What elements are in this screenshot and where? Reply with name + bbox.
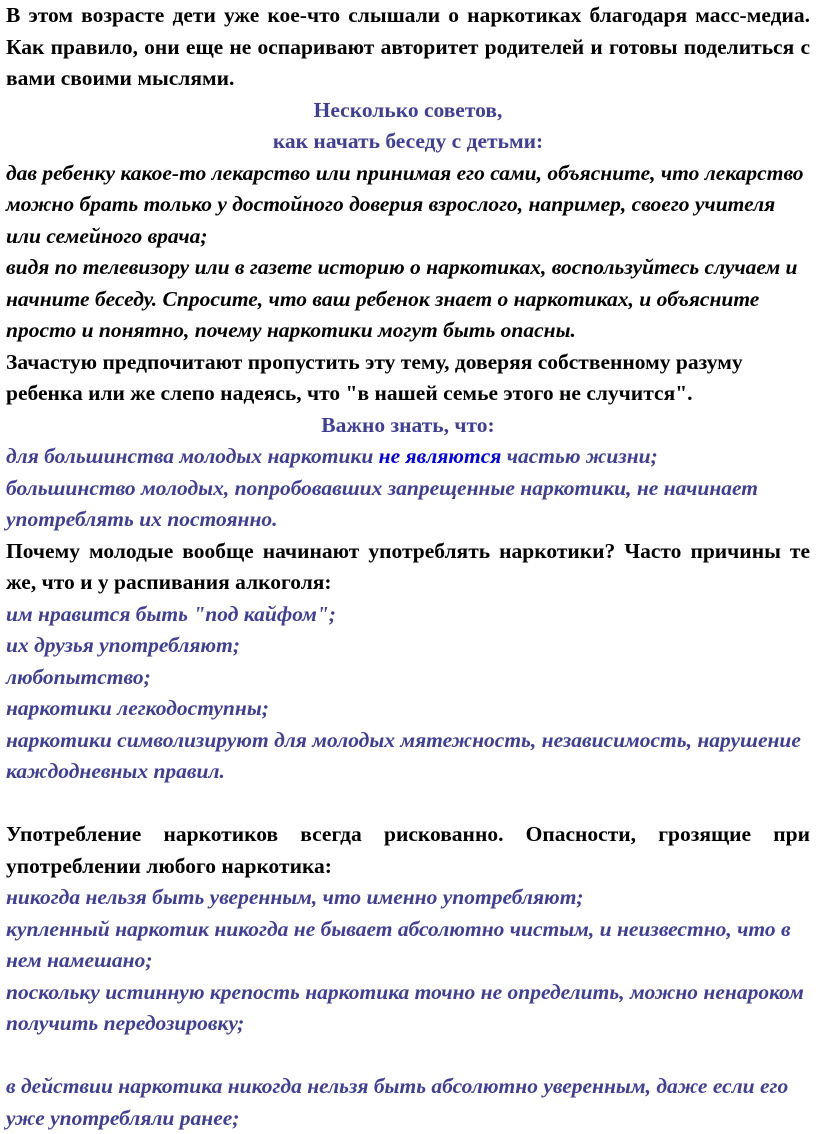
advice-closing-paragraph: Зачастую предпочитают пропустить эту тему, доверяя собственному разуму ребенка или же слепо надеясь, что "в нашей семье этого не случится". [6,349,743,405]
advice-item-medicine: дав ребенку какое-то лекарство или принимая его сами, объясните, что лекарство можно брать только у достойного доверия взрослого, например, своего учителя или семейного врача; [6,160,804,248]
important-heading: Важно знать, что: [321,412,495,437]
reason-item: наркотики легкодоступны; [6,696,269,720]
important-item-1-highlight: не являются [378,444,502,468]
important-item-2: большинство молодых, попробовавших запрещенные наркотики, не начинает употреблять их постоянно. [6,475,758,531]
important-item-1 [6,441,810,473]
advice-item-tv-news: видя по телевизору или в газете историю о наркотиках, воспользуйтесь случаем и начните беседу. Спросите, что ваш ребенок знает о наркотиках, и объясните просто и понятно, почему наркотики могут быть опасны. [6,255,798,342]
important-item-1-after: частью жизни; [501,444,658,468]
reasons-question: Почему молодые вообще начинают употреблять наркотики? Часто причины те же, что и у распивания алкоголя: [6,538,810,594]
blank-line [6,1040,810,1072]
danger-item: поскольку истинную крепость наркотика точно не определить, можно ненароком получить передозировку; [6,979,804,1035]
reason-item: любопытство; [6,664,151,689]
advice-heading-line-2: как начать беседу с детьми: [272,129,544,153]
advice-heading-line-1: Несколько советов, [313,97,503,122]
danger-item: никогда нельзя быть уверенным, что именно употребляют; [6,885,584,909]
reason-item: их друзья употребляют; [6,633,241,657]
important-item-1-before: для большинства молодых наркотики [6,444,379,468]
reason-item: наркотики символизируют для молодых мятежность, независимость, нарушение каждодневных правил. [6,727,801,783]
reason-item: им нравится быть "под кайфом"; [6,601,336,626]
intro-paragraph: В этом возрасте дети уже кое-что слышали о наркотиках благодаря масс-медиа. Как правило, они еще не оспаривают авторитет родителей и готовы поделиться с вами своими мыслями. [6,3,810,90]
danger-final-item: в действии наркотика никогда нельзя быть абсолютно уверенным, даже если его уже употребляли ранее; [6,1074,789,1130]
blank-line [6,788,810,820]
dangers-intro: Употребление наркотиков всегда рискованно. Опасности, грозящие при употреблении любого наркотика: [6,822,810,878]
danger-item: купленный наркотик никогда не бывает абсолютно чистым, и неизвестно, что в нем намешано; [6,916,791,972]
